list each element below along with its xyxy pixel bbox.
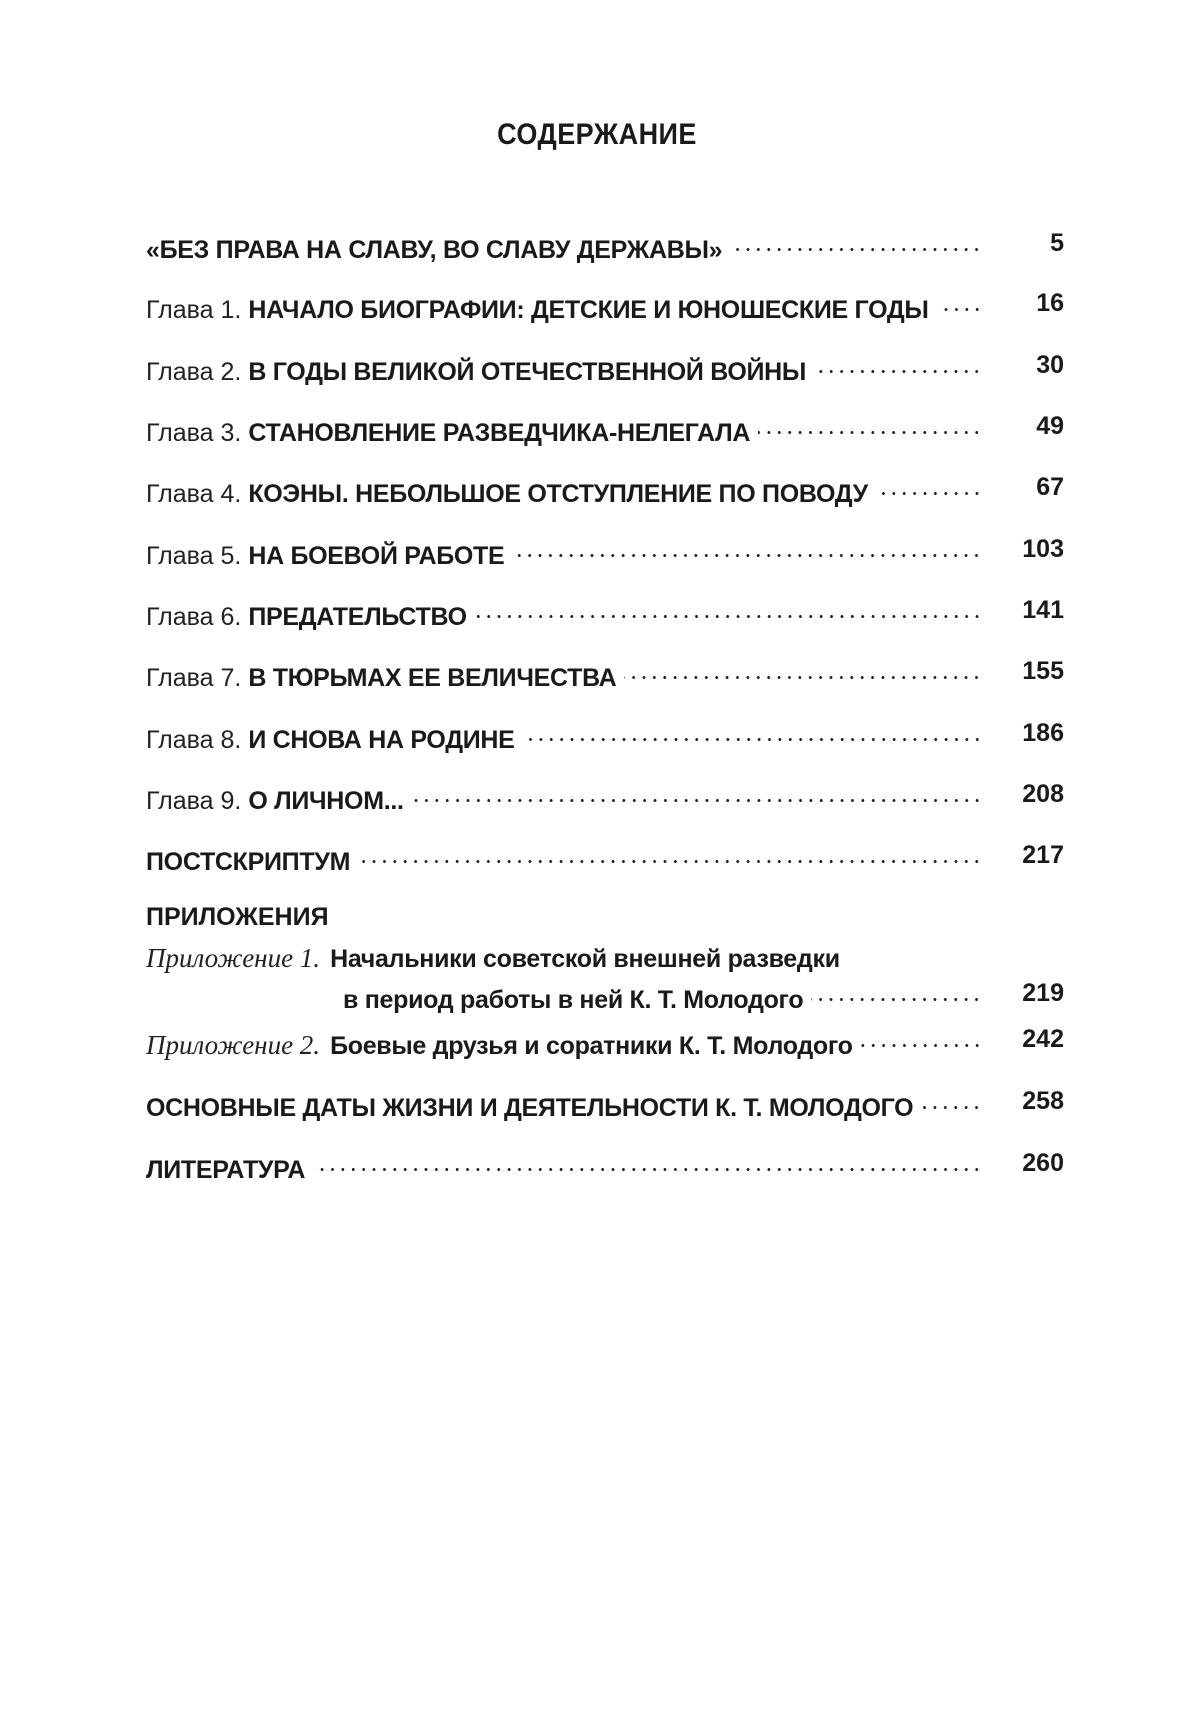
chapter-number: Глава 1.	[146, 296, 242, 324]
toc-entry-chapter-3[interactable]	[146, 411, 1064, 448]
toc-entry-page: 141	[1022, 596, 1064, 624]
toc-entry-chapter-2[interactable]	[146, 350, 1064, 387]
toc-entry-title-continued: в период работы в ней К. Т. Молодого	[343, 986, 804, 1014]
toc-entry-chapter-4[interactable]	[146, 472, 1064, 509]
toc-entry-main-dates[interactable]	[146, 1086, 1064, 1123]
dot-leader	[313, 1148, 982, 1178]
appendix-number: Приложение 1.	[146, 943, 321, 973]
toc-entry-title: «БЕЗ ПРАВА НА СЛАВУ, ВО СЛАВУ ДЕРЖАВЫ»	[146, 236, 723, 264]
toc-entry-page: 186	[1022, 719, 1064, 747]
toc-entry-title: ПРЕДАТЕЛЬСТВО	[248, 603, 467, 631]
toc-entry-page: 103	[1022, 535, 1064, 563]
toc-entry-chapter-1[interactable]	[146, 288, 1064, 325]
appendix-number: Приложение 2.	[146, 1030, 321, 1060]
toc-entry-title: В ГОДЫ ВЕЛИКОЙ ОТЕЧЕСТВЕННОЙ ВОЙНЫ	[248, 358, 807, 386]
dot-leader	[475, 595, 982, 625]
toc-entry-postscript[interactable]	[146, 840, 1064, 877]
toc-entry-chapter-7[interactable]	[146, 656, 1064, 693]
toc-entry-chapter-5[interactable]	[146, 534, 1064, 571]
appendices-heading: ПРИЛОЖЕНИЯ	[146, 903, 329, 931]
toc-entry-title: ЛИТЕРАТУРА	[146, 1156, 306, 1184]
chapter-number: Глава 4.	[146, 480, 242, 508]
dot-leader	[921, 1086, 982, 1116]
toc-entry-title: НА БОЕВОЙ РАБОТЕ	[248, 542, 505, 570]
toc-appendix-1-second-line[interactable]	[146, 978, 1064, 1015]
toc-entry-title: И СНОВА НА РОДИНЕ	[248, 726, 515, 754]
toc-entry-page: 217	[1022, 841, 1064, 869]
toc-entry-title: СТАНОВЛЕНИЕ РАЗВЕДЧИКА-НЕЛЕГАЛА	[248, 419, 751, 447]
chapter-number: Глава 8.	[146, 726, 242, 754]
chapter-number: Глава 7.	[146, 664, 242, 692]
toc-entry-title: НАЧАЛО БИОГРАФИИ: ДЕТСКИЕ И ЮНОШЕСКИЕ ГОДЫ	[248, 296, 929, 324]
toc-entry-page: 67	[1036, 473, 1064, 501]
toc-entry-page: 219	[1022, 979, 1064, 1007]
toc-entry-page: 5	[1050, 229, 1064, 257]
toc-entry-title: КОЭНЫ. НЕБОЛЬШОЕ ОТСТУПЛЕНИЕ ПО ПОВОДУ	[248, 480, 868, 508]
chapter-number: Глава 6.	[146, 603, 242, 631]
toc-entry-page: 258	[1022, 1087, 1064, 1115]
dot-leader	[523, 718, 982, 748]
dot-leader	[412, 779, 982, 809]
toc-entry-title: Начальники советской внешней разведки	[330, 945, 840, 973]
dot-leader	[814, 350, 982, 380]
toc-entry-page: 208	[1022, 780, 1064, 808]
toc-entry-page: 49	[1036, 412, 1064, 440]
chapter-number: Глава 5.	[146, 542, 242, 570]
toc-entry-chapter-6[interactable]	[146, 595, 1064, 632]
toc-entry-page: 30	[1036, 351, 1064, 379]
toc-entry-page: 242	[1022, 1025, 1064, 1053]
toc-entry-intro[interactable]	[146, 228, 1064, 265]
dot-leader	[624, 656, 982, 686]
toc-entry-chapter-8[interactable]	[146, 718, 1064, 755]
toc-entry-page: 155	[1022, 657, 1064, 685]
toc-entry-literature[interactable]	[146, 1148, 1064, 1185]
dot-leader	[512, 534, 982, 564]
toc-entry-page: 16	[1036, 289, 1064, 317]
toc-entry-title: ОСНОВНЫЕ ДАТЫ ЖИЗНИ И ДЕЯТЕЛЬНОСТИ К. Т. МОЛОДОГО	[146, 1094, 914, 1122]
chapter-number: Глава 2.	[146, 358, 242, 386]
dot-leader	[758, 411, 982, 441]
page-title: СОДЕРЖАНИЕ	[497, 118, 697, 151]
toc-entry-chapter-9[interactable]	[146, 779, 1064, 816]
dot-leader	[937, 288, 982, 318]
toc-appendix-1-first-line[interactable]	[146, 943, 1064, 974]
dot-leader	[730, 228, 982, 258]
dot-leader	[876, 472, 982, 502]
toc-entry-title: ПОСТСКРИПТУМ	[146, 848, 351, 876]
toc-entry-title: О ЛИЧНОМ...	[248, 787, 404, 815]
dot-leader	[358, 840, 982, 870]
chapter-number: Глава 9.	[146, 787, 242, 815]
chapter-number: Глава 3.	[146, 419, 242, 447]
toc-entry-title: В ТЮРЬМАХ ЕЕ ВЕЛИЧЕСТВА	[248, 664, 617, 692]
toc-entry-title: Боевые друзья и соратники К. Т. Молодого	[330, 1032, 853, 1060]
dot-leader	[811, 978, 982, 1008]
toc-appendix-2[interactable]	[146, 1024, 1064, 1061]
dot-leader	[861, 1024, 982, 1054]
toc-entry-page: 260	[1022, 1149, 1064, 1177]
